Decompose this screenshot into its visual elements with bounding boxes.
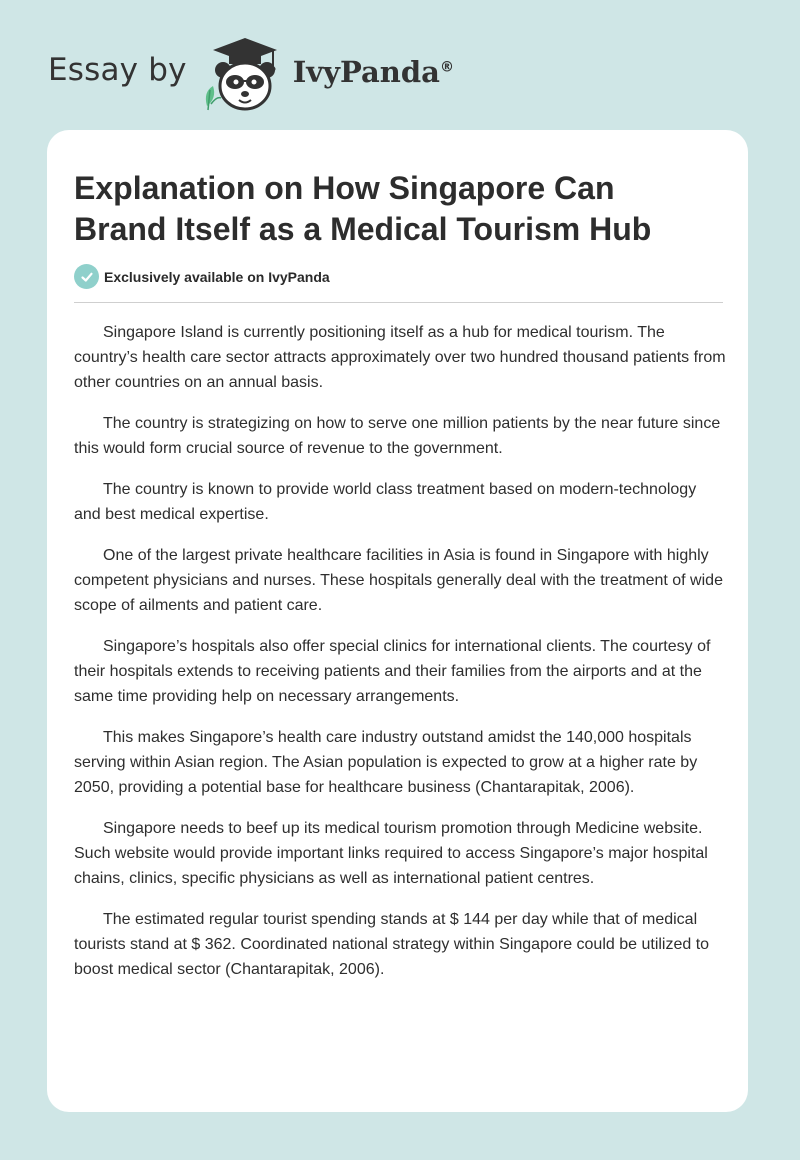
paragraph: The estimated regular tourist spending stands at $ 144 per day while that of medical tourists stand at $ 362. Coordinated national strategy within Singapore could be utilized to boost medical sector (Chantarapitak, 2006). [74, 911, 710, 978]
exclusive-badge-text: Exclusively available on IvyPanda [104, 268, 330, 285]
registered-mark: ® [439, 59, 454, 76]
essay-by-label: Essay by [48, 52, 187, 88]
panda-graduate-logo-icon[interactable] [199, 34, 291, 112]
exclusive-badge [74, 264, 330, 289]
essay-card [47, 130, 748, 1112]
checkmark-circle-icon [74, 264, 99, 289]
page-title: Explanation on How Singapore Can Brand Itself as a Medical Tourism Hub [74, 170, 652, 247]
paragraph: The country is known to provide world class treatment based on modern-technology and best medical expertise. [74, 481, 697, 523]
brand-name[interactable]: IvyPanda® [292, 55, 454, 89]
paragraph: Singapore Island is currently positioning itself as a hub for medical tourism. The country’s health care sector attracts approximately over two hundred thousand patients from other countries on an annual basis. [74, 324, 726, 391]
paragraph: Singapore needs to beef up its medical tourism promotion through Medicine website. Such website would provide important links required to access Singapore’s major hospital chains, clinics, specific physicians as well as international patient centres. [74, 820, 708, 887]
paragraph: This makes Singapore’s health care industry outstand amidst the 140,000 hospitals serving within Asian region. The Asian population is expected to grow at a higher rate by 2050, providing a potential base for healthcare business (Chantarapitak, 2006). [74, 729, 698, 796]
essay-body [74, 320, 726, 998]
paragraph: The country is strategizing on how to serve one million patients by the near future since this would form crucial source of revenue to the government. [74, 415, 721, 457]
site-header [48, 34, 454, 112]
divider [74, 302, 723, 303]
paragraph: One of the largest private healthcare facilities in Asia is found in Singapore with highly competent physicians and nurses. These hospitals generally deal with the treatment of wide scope of ailments and patient care. [74, 547, 723, 614]
paragraph: Singapore’s hospitals also offer special clinics for international clients. The courtesy of their hospitals extends to receiving patients and their families from the airports and at the same time providing help on necessary arrangements. [74, 638, 711, 705]
